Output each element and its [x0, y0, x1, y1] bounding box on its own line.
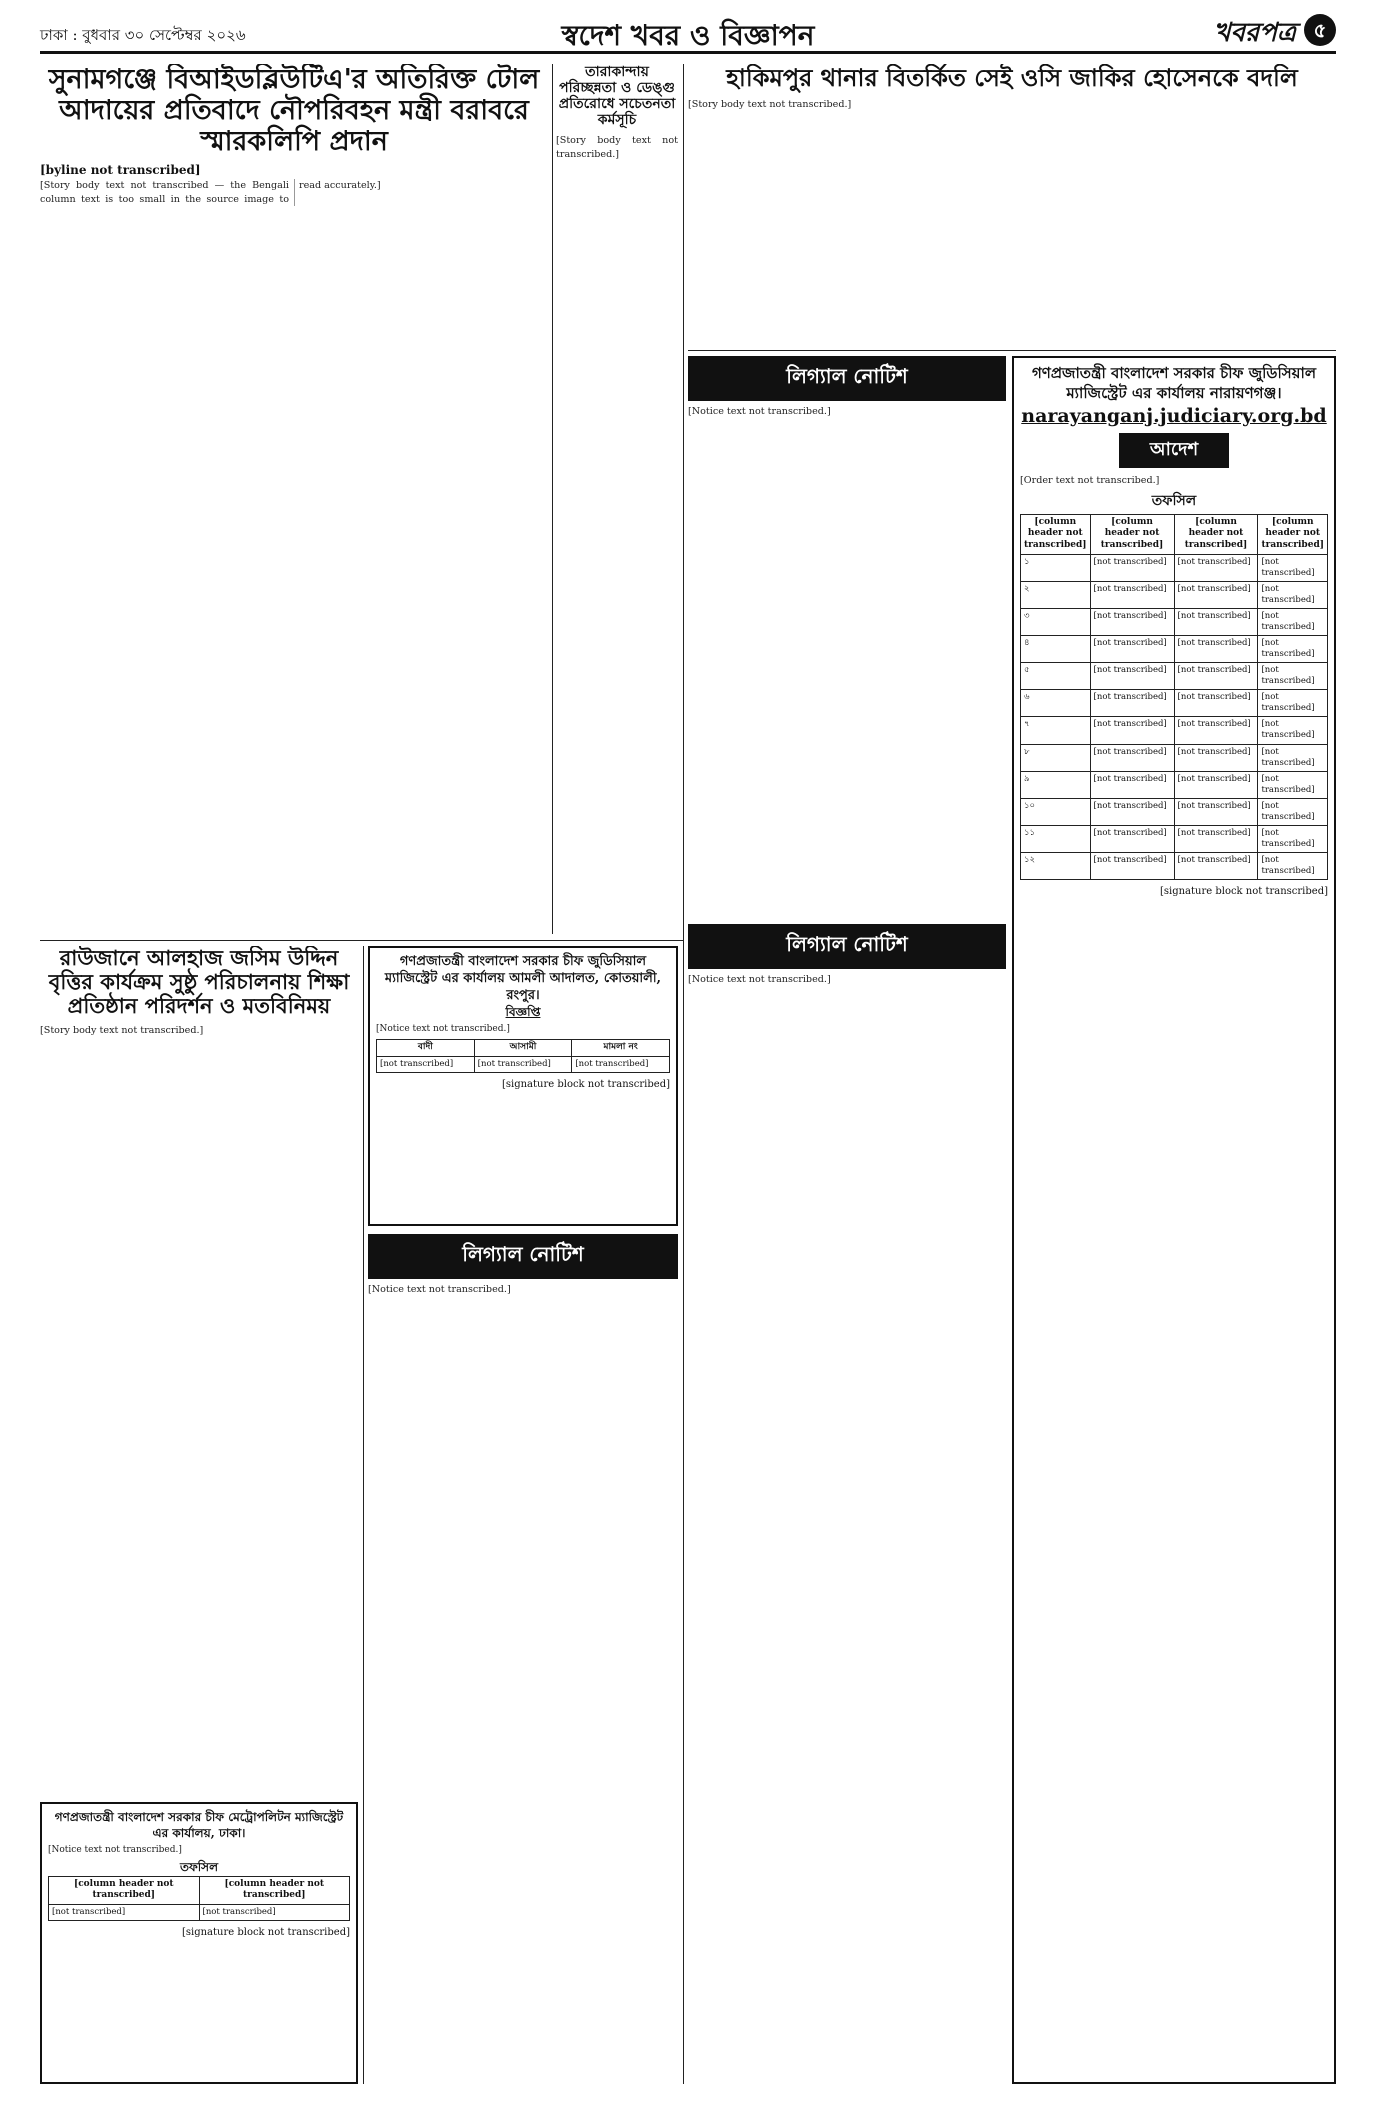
story-headline: সুনামগঞ্জে বিআইডব্লিউটিএ'র অতিরিক্ত টোল আদায়ের প্রতিবাদে নৌপরিবহন মন্ত্রী বরাবরে স্মারকলিপি প্রদান [48, 64, 540, 158]
table-cell: [not transcribed] [1090, 771, 1174, 798]
table-cell: [not transcribed] [1090, 554, 1174, 581]
table-row [1021, 663, 1328, 690]
story-toll-protest [40, 64, 548, 934]
story-body: [Story body text not transcribed.] [40, 1025, 204, 1037]
table-cell: [not transcribed] [1174, 690, 1258, 717]
col-header: [column header not transcribed] [1174, 514, 1258, 554]
col-header: [column header not transcribed] [1090, 514, 1174, 554]
table-row [1021, 852, 1328, 879]
table-cell: [not transcribed] [1174, 717, 1258, 744]
column-divider [552, 64, 553, 934]
table-cell: [not transcribed] [49, 1904, 200, 1920]
court-title: গণপ্রজাতন্ত্রী বাংলাদেশ সরকার চীফ মেট্রোপলিটন ম্যাজিস্ট্রেট এর কার্যালয়, ঢাকা। [54, 1810, 344, 1840]
column-divider [683, 64, 684, 2084]
table-row [1021, 744, 1328, 771]
table-cell: [not transcribed] [1174, 825, 1258, 852]
table-row [1021, 609, 1328, 636]
story-oc-transfer [688, 64, 1336, 344]
column-divider [363, 946, 364, 2084]
schedule-label: তফসিল [1151, 492, 1197, 509]
table-cell: [not transcribed] [1258, 663, 1328, 690]
table-cell: [not transcribed] [1174, 798, 1258, 825]
story-body: [Story body text not transcribed — the Bengali column text is too small in the source image to read accurately.] [40, 180, 381, 205]
col-header: [column header not transcribed] [1258, 514, 1328, 554]
legal-notice-body: [Notice text not transcribed.] [368, 1284, 511, 1295]
newspaper-logo: খবরপত্র [1213, 18, 1296, 48]
col-header: [column header not transcribed] [199, 1876, 350, 1904]
table-cell: ৯ [1021, 771, 1091, 798]
table-cell: [not transcribed] [1090, 852, 1174, 879]
notice-table [376, 1039, 670, 1073]
page-header [40, 8, 1336, 54]
court-order-narayanganj [1012, 356, 1336, 2084]
legal-notice-body: [Notice text not transcribed.] [688, 406, 831, 417]
table-cell: [not transcribed] [1258, 636, 1328, 663]
signature-block: [signature block not transcribed] [1159, 885, 1328, 897]
table-cell: [not transcribed] [572, 1056, 670, 1072]
legal-notice-2 [688, 924, 1006, 2084]
story-scholarship-raozan [40, 946, 358, 1796]
order-label: আদেশ [1119, 433, 1229, 468]
table-cell: [not transcribed] [1258, 554, 1328, 581]
story-body: [Story body text not transcribed.] [688, 98, 852, 110]
table-cell: ১ [1021, 554, 1091, 581]
table-cell: [not transcribed] [377, 1056, 475, 1072]
table-cell: [not transcribed] [1090, 690, 1174, 717]
table-cell: [not transcribed] [1258, 744, 1328, 771]
schedule-label: তফসিল [179, 1859, 219, 1874]
table-cell: [not transcribed] [1090, 581, 1174, 608]
story-headline: তারাকান্দায় পরিচ্ছন্নতা ও ডেঙ্গু প্রতিরোধে সচেতনতা কর্মসূচি [558, 64, 676, 129]
table-cell: [not transcribed] [1174, 554, 1258, 581]
table-cell: [not transcribed] [1258, 852, 1328, 879]
court-notice-rangpur [368, 946, 678, 1226]
section-divider [688, 350, 1336, 351]
table-cell: [not transcribed] [1174, 744, 1258, 771]
table-cell: ৮ [1021, 744, 1091, 771]
table-cell: ৭ [1021, 717, 1091, 744]
legal-notice-banner: লিগ্যাল নোটিশ [688, 356, 1006, 401]
notice-body: [Notice text not transcribed.] [48, 1845, 182, 1856]
table-cell: [not transcribed] [1258, 609, 1328, 636]
table-cell: ১২ [1021, 852, 1091, 879]
table-cell: [not transcribed] [199, 1904, 350, 1920]
legal-notice-body: [Notice text not transcribed.] [688, 974, 831, 985]
table-cell: [not transcribed] [1174, 609, 1258, 636]
table-cell: [not transcribed] [1258, 581, 1328, 608]
table-cell: [not transcribed] [1090, 717, 1174, 744]
signature-block: [signature block not transcribed] [501, 1078, 670, 1090]
order-body: [Order text not transcribed.] [1020, 475, 1160, 486]
table-cell: [not transcribed] [1090, 636, 1174, 663]
notice-subtitle: বিজ্ঞপ্তি [505, 1004, 541, 1019]
col-header: বাদী [377, 1040, 475, 1057]
table-cell: [not transcribed] [1090, 825, 1174, 852]
section-divider [40, 940, 683, 941]
table-cell: ১১ [1021, 825, 1091, 852]
table-cell: [not transcribed] [1090, 609, 1174, 636]
signature-block: [signature block not transcribed] [181, 1926, 350, 1938]
court-title: গণপ্রজাতন্ত্রী বাংলাদেশ সরকার চীফ জুডিসিয়াল ম্যাজিস্ট্রেট এর কার্যালয় নারায়ণগঞ্জ। [1031, 364, 1317, 402]
dateline: ঢাকা : বুধবার ৩০ সেপ্টেম্বর ২০২৬ [40, 26, 246, 44]
col-header: মামলা নং [572, 1040, 670, 1057]
table-row [1021, 554, 1328, 581]
table-cell: [not transcribed] [1090, 663, 1174, 690]
table-cell: [not transcribed] [1174, 663, 1258, 690]
table-cell: [not transcribed] [1258, 798, 1328, 825]
court-title: গণপ্রজাতন্ত্রী বাংলাদেশ সরকার চীফ জুডিসিয়াল ম্যাজিস্ট্রেট এর কার্যালয় আমলী আদালত, কোতয়ালী, রংপুর। [384, 954, 662, 1003]
table-cell: [not transcribed] [1258, 717, 1328, 744]
table-cell: [not transcribed] [1090, 798, 1174, 825]
legal-notice-banner: লিগ্যাল নোটিশ [688, 924, 1006, 969]
table-row [1021, 771, 1328, 798]
table-cell: ৩ [1021, 609, 1091, 636]
table-cell: [not transcribed] [1174, 636, 1258, 663]
col-header: [column header not transcribed] [49, 1876, 200, 1904]
table-cell: [not transcribed] [1174, 852, 1258, 879]
schedule-rows [1021, 554, 1328, 879]
table-cell: [not transcribed] [1258, 690, 1328, 717]
table-row [1021, 717, 1328, 744]
col-header: আসামী [474, 1040, 572, 1057]
table-cell: ৬ [1021, 690, 1091, 717]
story-headline: হাকিমপুর থানার বিতর্কিত সেই ওসি জাকির হোসেনকে বদলি [726, 64, 1298, 92]
story-headline: রাউজানে আলহাজ জসিম উদ্দিন বৃত্তির কার্যক্রম সুষ্ঠু পরিচালনায় শিক্ষা প্রতিষ্ঠান পরিদর্শন ও মতবিনিময় [48, 946, 350, 1019]
schedule-table [48, 1876, 350, 1921]
court-notice-dhaka [40, 1802, 358, 2084]
table-cell: [not transcribed] [474, 1056, 572, 1072]
table-cell: [not transcribed] [1174, 581, 1258, 608]
legal-notice-1 [688, 356, 1006, 916]
col-header: [column header not transcribed] [1021, 514, 1091, 554]
table-row [1021, 581, 1328, 608]
table-row [1021, 798, 1328, 825]
story-dengue-awareness [556, 64, 678, 934]
court-website: narayanganj.judiciary.org.bd [1021, 405, 1327, 427]
table-cell: [not transcribed] [1258, 771, 1328, 798]
schedule-table [1020, 514, 1328, 880]
table-row [1021, 825, 1328, 852]
table-cell: [not transcribed] [1258, 825, 1328, 852]
story-byline: [byline not transcribed] [40, 163, 201, 178]
table-cell: ৪ [1021, 636, 1091, 663]
table-row [1021, 636, 1328, 663]
table-cell: [not transcribed] [1174, 771, 1258, 798]
story-body: [Story body text not transcribed.] [556, 135, 678, 160]
table-cell: ১০ [1021, 798, 1091, 825]
table-cell: ৫ [1021, 663, 1091, 690]
page-number: ৫ [1304, 14, 1336, 46]
section-title: স্বদেশ খবর ও বিজ্ঞাপন [561, 19, 815, 52]
legal-notice-3 [368, 1234, 678, 2084]
table-cell: ২ [1021, 581, 1091, 608]
notice-body: [Notice text not transcribed.] [376, 1024, 510, 1035]
table-row [1021, 690, 1328, 717]
legal-notice-banner: লিগ্যাল নোটিশ [368, 1234, 678, 1279]
table-cell: [not transcribed] [1090, 744, 1174, 771]
